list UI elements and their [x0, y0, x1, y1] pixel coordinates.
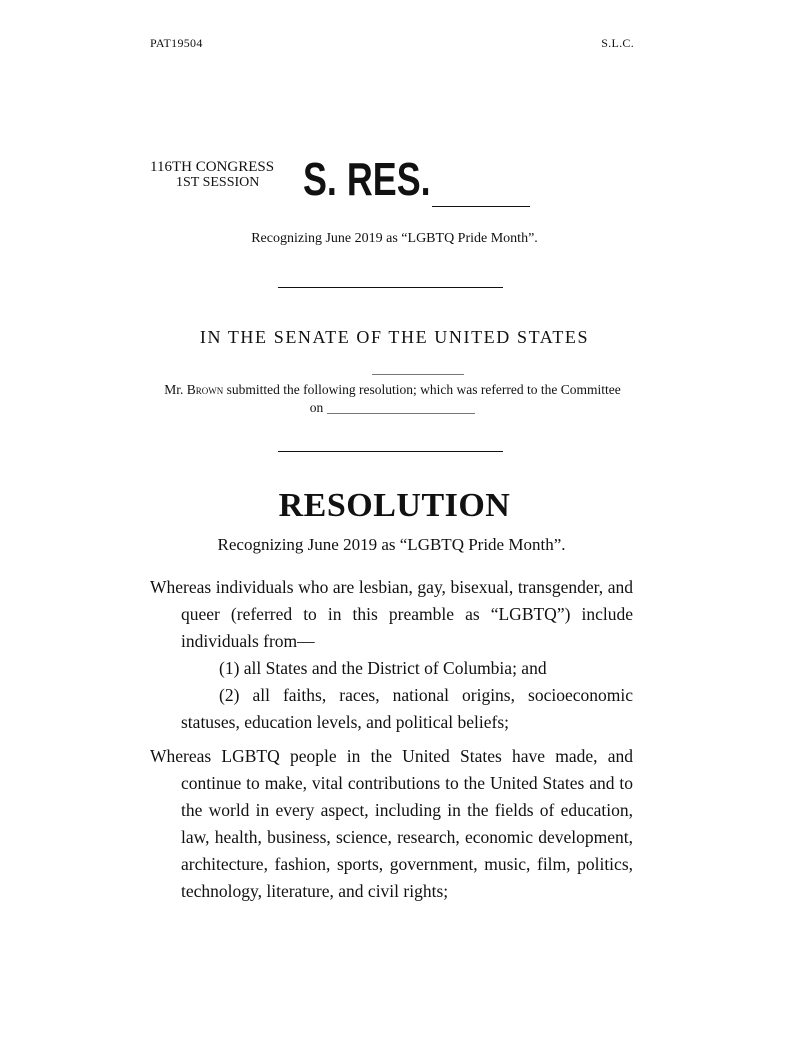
short-title: Recognizing June 2019 as “LGBTQ Pride Month”.	[251, 231, 538, 246]
sponsor-name: Brown	[186, 382, 224, 397]
measure-label: S. RES.	[303, 153, 431, 205]
resolution-title: Recognizing June 2019 as “LGBTQ Pride Month”.	[217, 535, 566, 554]
congress-session-block	[150, 159, 290, 191]
chamber-heading: IN THE SENATE OF THE UNITED STATES	[199, 327, 590, 347]
whereas-text: Whereas LGBTQ people in the United States have made, and continue to make, vital contributions to the United States and to the world in every aspect, including in the fields of education, law, health, business, science, research, economic development, architecture, fashion, sports, government, music, film, politics, technology, literature, and civil rights;	[150, 746, 633, 901]
whereas-clause	[150, 574, 633, 736]
office-code: S.L.C.	[601, 36, 634, 50]
document-id: PAT19504	[150, 36, 203, 50]
divider-rule	[278, 451, 503, 452]
submission-prefix: Mr.	[164, 382, 187, 397]
submission-statement	[160, 381, 625, 417]
divider-rule	[278, 287, 503, 288]
whereas-item: (2) all faiths, races, national origins, socioeconomic statuses, education levels, and political beliefs;	[181, 685, 633, 732]
committee-blank	[327, 413, 475, 414]
measure-number-blank	[432, 206, 530, 207]
divider-rule-thin	[372, 374, 464, 375]
congress-number: 116TH CONGRESS	[150, 159, 275, 175]
resolution-heading: RESOLUTION	[278, 487, 511, 524]
whereas-clause	[150, 743, 633, 905]
whereas-item: (1) all States and the District of Columbia; and	[219, 658, 547, 678]
whereas-text: Whereas individuals who are lesbian, gay, bisexual, transgender, and queer (referred to in this preamble as “LGBTQ”) include individuals from—	[150, 577, 633, 651]
submission-text: submitted the following resolution; which was referred to the Committee on	[223, 382, 621, 415]
session-number: 1ST SESSION	[176, 175, 260, 190]
